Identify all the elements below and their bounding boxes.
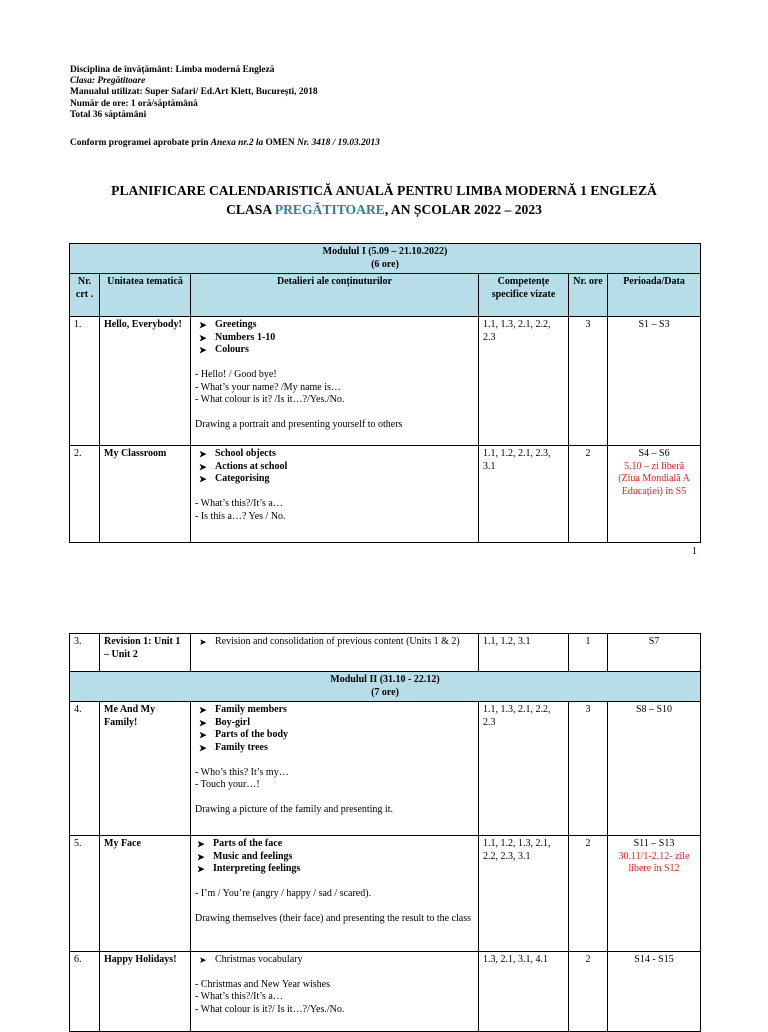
- content-bullets: [195, 636, 474, 649]
- subject-line: Disciplina de învățământ: Limba modernă Engleză: [70, 65, 275, 75]
- module-title: Modulul II (31.10 - 22.12): [330, 674, 440, 685]
- list-item: ➤ Colours: [215, 344, 474, 357]
- list-item: ➤ Interpreting feelings: [213, 863, 474, 876]
- period: S8 – S10: [608, 702, 701, 836]
- hours-count: 2: [569, 836, 608, 952]
- row-number: 6.: [70, 952, 100, 1032]
- content-line: - What’s this?/It’s a…: [195, 497, 283, 509]
- table-row: [70, 702, 701, 836]
- content-details: [191, 634, 479, 672]
- content-details: [191, 317, 479, 446]
- content-line: - What colour is it? /Is it…?/Yes./No.: [195, 394, 345, 406]
- period: S14 - S15: [608, 952, 701, 1032]
- planning-table-page1: [69, 243, 701, 543]
- content-details: [191, 836, 479, 952]
- competences: 1.1, 1.3, 2.1, 2.2, 2.3: [479, 317, 569, 446]
- period: S11 – S13 30.11/1-2.12- zile libere în S12: [608, 836, 701, 952]
- list-item: ➤ Boy-girl: [215, 717, 474, 730]
- hours-count: 3: [569, 702, 608, 836]
- unit-name: Me And My Family!: [100, 702, 191, 836]
- content-details: [191, 952, 479, 1032]
- list-item: ➤ Actions at school: [215, 461, 474, 474]
- competences: 1.1, 1.3, 2.1, 2.2, 2.3: [479, 702, 569, 836]
- content-details: [191, 702, 479, 836]
- row-number: 2.: [70, 446, 100, 543]
- module-title: Modulul I (5.09 – 21.10.2022): [322, 246, 448, 257]
- page-title: PLANIFICARE CALENDARISTICĂ ANUALĂ PENTRU LIMBA MODERNĂ 1 ENGLEZĂ CLASA PREGĂTITOARE, AN ȘCOLAR 2022 – 2023: [111, 183, 657, 217]
- row-number: 1.: [70, 317, 100, 446]
- holiday-note: 30.11/1-2.12- zile libere în S12: [618, 850, 690, 875]
- period: S4 – S6 5.10 – zi liberă (Ziua Mondială A Educației) în S5: [608, 446, 701, 543]
- content-line: - What’s this?/It’s a…: [195, 991, 283, 1003]
- list-item: ➤ Numbers 1-10: [215, 332, 474, 345]
- row-number: 3.: [70, 634, 100, 672]
- column-header-nr: Nr. crt .: [70, 274, 100, 317]
- list-item: ➤ School objects: [215, 448, 474, 461]
- table-row: [70, 317, 701, 446]
- content-line: - Hello! / Good bye!: [195, 368, 277, 380]
- module-row: [70, 672, 701, 702]
- unit-name: Happy Holidays!: [100, 952, 191, 1032]
- competences: 1.1, 1.2, 2.1, 2.3, 3.1: [479, 446, 569, 543]
- content-bullets: [195, 954, 474, 967]
- curriculum-reference: Conform programei aprobate prin Anexa nr.2 la OMEN Nr. 3418 / 19.03.2013: [70, 138, 380, 148]
- total-weeks-line: Total 36 săptămâni: [70, 109, 147, 120]
- planning-table-page2: [69, 633, 701, 1032]
- activity-line: Drawing a picture of the family and presenting it.: [195, 803, 393, 815]
- table-row: [70, 836, 701, 952]
- row-number: 4.: [70, 702, 100, 836]
- content-line: - Is this a…? Yes / No.: [195, 510, 286, 522]
- unit-name: My Classroom: [100, 446, 191, 543]
- page-number: 1: [692, 546, 697, 557]
- content-bullets: [195, 838, 474, 876]
- module-hours: (6 ore): [371, 258, 399, 270]
- list-item: ➤ Categorising: [215, 473, 474, 486]
- list-item: ➤ Christmas vocabulary: [215, 954, 474, 967]
- list-item: ➤ Parts of the body: [215, 729, 474, 742]
- unit-name: Hello, Everybody!: [100, 317, 191, 446]
- hours-line: Număr de ore: 1 oră/săptămână: [70, 98, 198, 109]
- table-header-row: [70, 274, 701, 317]
- content-line: - Who’s this? It’s my…: [195, 766, 289, 778]
- content-bullets: [195, 704, 474, 754]
- content-line: - What’s your name? /My name is…: [195, 381, 341, 393]
- content-details: [191, 446, 479, 543]
- hours-count: 1: [569, 634, 608, 672]
- hours-count: 2: [569, 446, 608, 543]
- period: S1 – S3: [608, 317, 701, 446]
- list-item: ➤ Parts of the face: [213, 838, 474, 851]
- column-header-period: Perioada/Data: [608, 274, 701, 317]
- textbook-line: Manualul utilizat: Super Safari/ Ed.Art Klett, București, 2018: [70, 87, 318, 98]
- column-header-unit: Unitatea tematică: [100, 274, 191, 317]
- column-header-details: Detalieri ale conținuturilor: [191, 274, 479, 317]
- list-item: ➤ Family members: [215, 704, 474, 717]
- list-item: ➤ Music and feelings: [213, 851, 474, 864]
- content-line: - I’m / You’re (angry / happy / sad / scared).: [195, 887, 372, 899]
- period: S7: [608, 634, 701, 672]
- hours-count: 3: [569, 317, 608, 446]
- module-hours: (7 ore): [371, 686, 399, 698]
- table-row: [70, 446, 701, 543]
- module-row: [70, 244, 701, 274]
- unit-name: Revision 1: Unit 1 – Unit 2: [100, 634, 191, 672]
- column-header-hours: Nr. ore: [569, 274, 608, 317]
- activity-line: Drawing themselves (their face) and presenting the result to the class: [195, 912, 472, 924]
- class-line: Clasa: Pregătitoare: [70, 76, 146, 87]
- unit-name: My Face: [100, 836, 191, 952]
- activity-line: Drawing a portrait and presenting yourself to others: [195, 418, 403, 430]
- content-bullets: [195, 319, 474, 357]
- document-header: [70, 65, 318, 121]
- list-item: ➤ Family trees: [215, 742, 474, 755]
- content-bullets: [195, 448, 474, 486]
- content-line: - Christmas and New Year wishes: [195, 978, 330, 990]
- list-item: ➤ Greetings: [215, 319, 474, 332]
- column-header-competences: Competențe specifice vizate: [479, 274, 569, 317]
- competences: 1.3, 2.1, 3.1, 4.1: [479, 952, 569, 1032]
- competences: 1.1, 1.2, 1.3, 2.1, 2.2, 2.3, 3.1: [479, 836, 569, 952]
- content-line: - What colour is it?/ Is it…?/Yes./No.: [195, 1003, 345, 1015]
- competences: 1.1, 1.2, 3.1: [479, 634, 569, 672]
- table-row: [70, 952, 701, 1032]
- holiday-note: 5.10 – zi liberă (Ziua Mondială A Educației) în S5: [618, 460, 690, 497]
- hours-count: 2: [569, 952, 608, 1032]
- list-item: ➤ Revision and consolidation of previous content (Units 1 & 2): [215, 636, 474, 649]
- table-row: [70, 634, 701, 672]
- row-number: 5.: [70, 836, 100, 952]
- content-line: - Touch your…!: [195, 779, 260, 791]
